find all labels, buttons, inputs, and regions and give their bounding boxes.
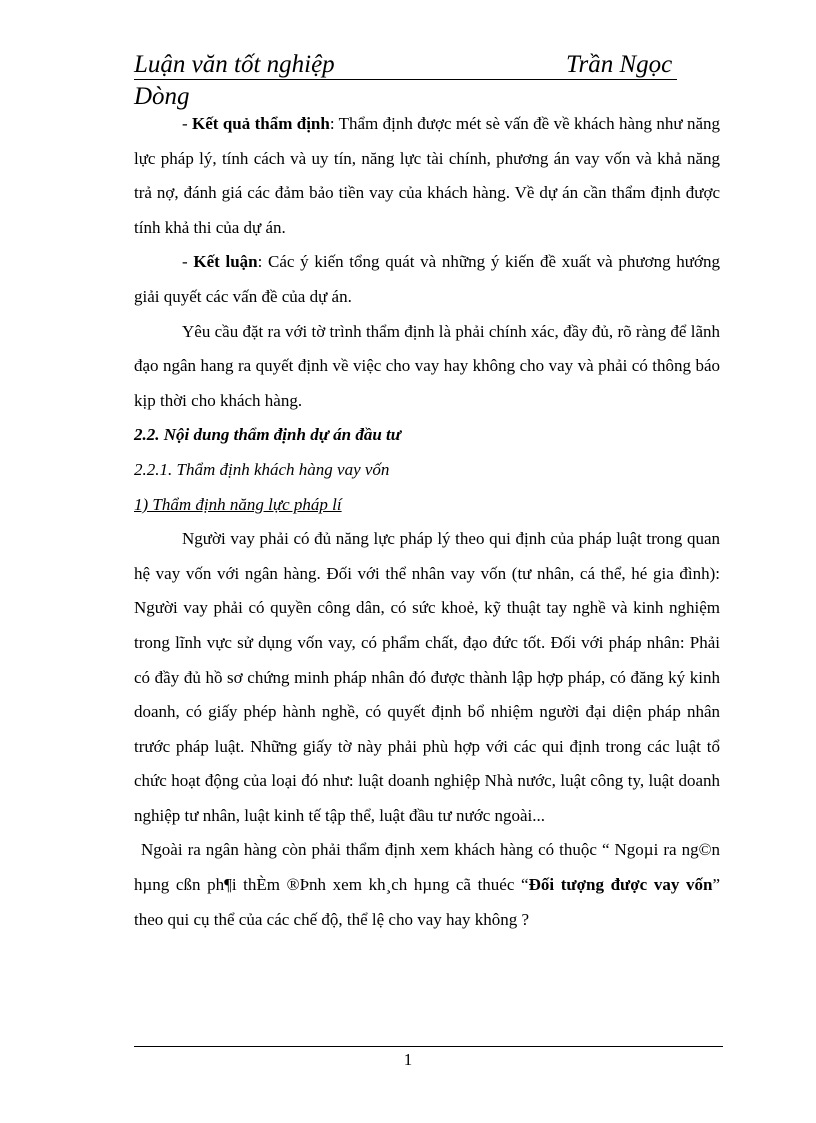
paragraph-conclusion: - Kết luận: Các ý kiến tổng quát và những ý kiến đề xuất và phương hướng giải quyết các vấn đề của dự án. bbox=[134, 252, 720, 306]
paragraph-eligibility bbox=[134, 833, 720, 937]
footer-rule bbox=[134, 1046, 723, 1047]
page-number: 1 bbox=[403, 1050, 413, 1069]
paragraph-result: - Kết quả thẩm định: Thẩm định được mét sè vấn đề về khách hàng như năng lực pháp lý, tính cách và uy tín, năng lực tài chính, phương án vay vốn và khả năng trả nợ, đánh giá các đảm bảo tiền vay của khách hàng. Về dự án cần thẩm định được tính khả thi của dự án. bbox=[134, 114, 720, 237]
paragraph-eligibility-tail: ” theo qui cụ thể của các chế độ, thể lệ cho vay hay không ? bbox=[134, 875, 720, 929]
paragraph-legal-capacity: Người vay phải có đủ năng lực pháp lý theo qui định của pháp luật trong quan hệ vay vốn với ngân hàng. Đối với thể nhân vay vốn (tư nhân, cá thể, hé gia đình): Người vay phải có quyền công dân, có sức khoẻ, kỹ thuật tay nghề và kinh nghiệm trong lĩnh vực sử dụng vốn vay, có phẩm chất, đạo đức tốt. Đối với pháp nhân: Phải có đầy đủ hồ sơ chứng minh pháp nhân đó được thành lập hợp pháp, có đăng ký kinh doanh, có giấy phép hành nghề, có quyết định bổ nhiệm người đại diện pháp nhân trước pháp luật. Những giấy tờ này phải phù hợp với các qui định trong các luật tổ chức hoạt động của loại đó như: luật doanh nghiệp Nhà nước, luật công ty, luật doanh nghiệp tư nhân, luật kinh tế tập thể, luật đầu tư nước ngoài... bbox=[134, 529, 720, 825]
paragraph-conclusion-text: : Các ý kiến tổng quát và những ý kiến đề xuất và phương hướng giải quyết các vấn đề của dự án. bbox=[134, 252, 720, 306]
header-title: Luận văn tốt nghiệp bbox=[134, 51, 335, 78]
paragraph-result-text: : Thẩm định được mét sè vấn đề về khách hàng như năng lực pháp lý, tính cách và uy tín, năng lực tài chính, phương án vay vốn và khả năng trả nợ, đánh giá các đảm bảo tiền vay của khách hàng. Về dự án cần thẩm định được tính khả thi của dự án. bbox=[134, 114, 720, 237]
label-result: Kết quả thẩm định bbox=[192, 114, 330, 133]
document-body bbox=[134, 107, 720, 937]
topic-heading: 1) Thẩm định năng lực pháp lí bbox=[134, 494, 342, 514]
paragraph-requirement: Yêu cầu đặt ra với tờ trình thẩm định là phải chính xác, đầy đủ, rõ ràng để lãnh đạo ngân hang ra quyết định về việc cho vay hay không cho vay và phải có thông báo kịp thời cho khách hàng. bbox=[134, 321, 720, 410]
subsection-heading: 2.2.1. Thẩm định khách hàng vay vốn bbox=[134, 459, 390, 479]
section-heading: 2.2. Nội dung thẩm định dự án đầu tư bbox=[134, 425, 401, 445]
label-conclusion: Kết luận bbox=[193, 252, 258, 272]
paragraph-eligibility-lead: Ngoài ra ngân hàng còn phải thẩm định xem khách hàng có thuộc “ Ngoµi ra ng©n hµng cßn ph¶i thÈm ®Þnh xem kh¸ch hµng cã thuéc “ bbox=[134, 840, 720, 895]
header-author-continued: Dòng bbox=[134, 83, 190, 110]
header-author: Trần Ngọc bbox=[566, 51, 673, 78]
header-underline bbox=[134, 79, 677, 80]
eligibility-bold: Đối tượng được vay vốn bbox=[528, 875, 713, 895]
